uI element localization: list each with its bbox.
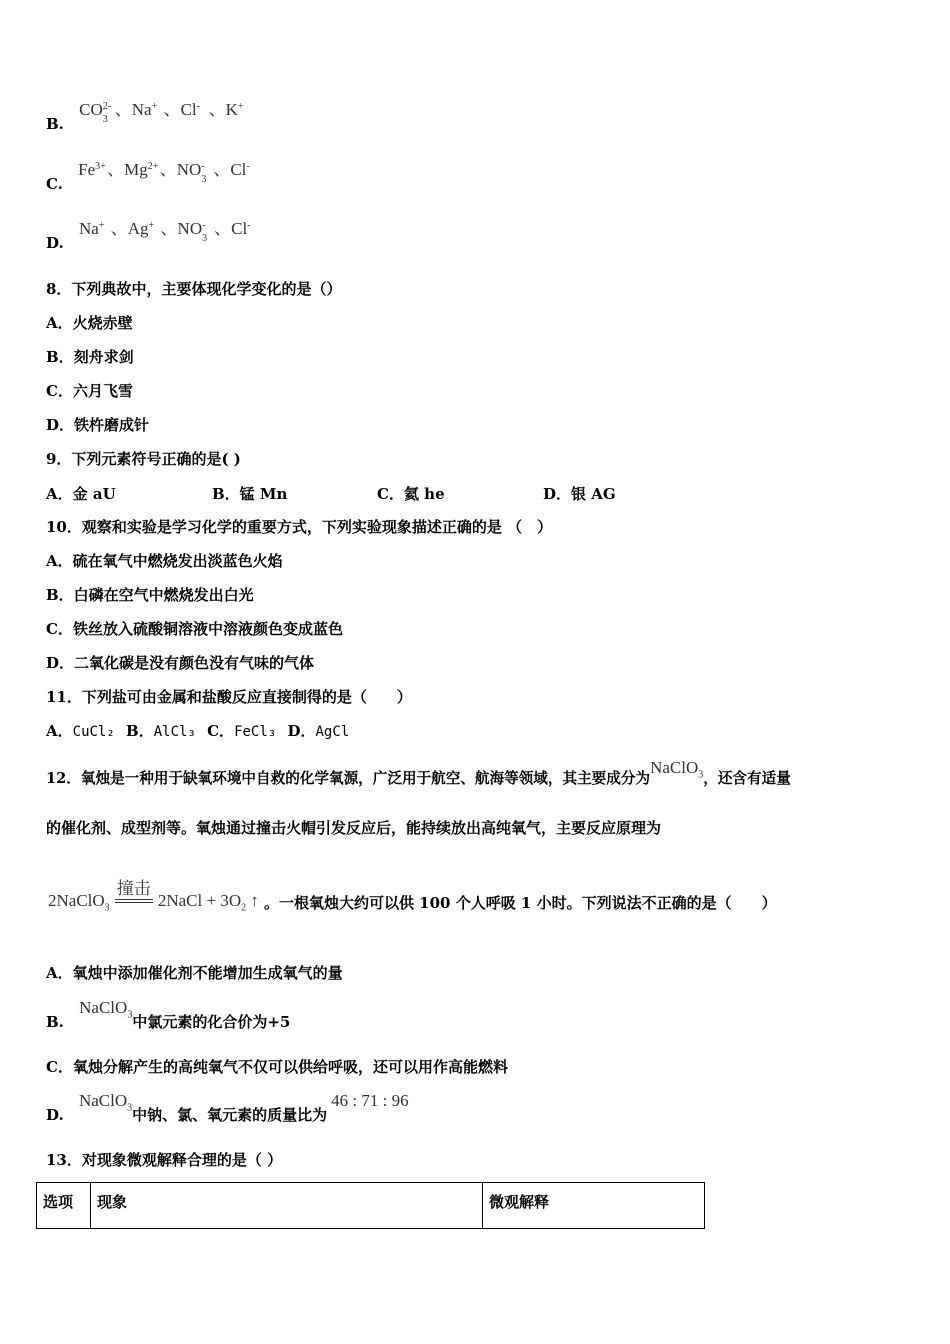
eq-condition-arrow	[115, 880, 153, 903]
option-label: D.	[46, 234, 64, 252]
eq-left-sub: 3	[104, 902, 110, 914]
eq-double-bar	[115, 899, 153, 903]
formula-text: NaClO	[79, 998, 128, 1017]
q7-option-d	[46, 219, 259, 252]
ion: NO - 3	[177, 219, 208, 244]
formula-subscript: 3	[698, 769, 704, 781]
separator: 、	[213, 160, 231, 179]
q8-option-c: C．六月飞雪	[46, 382, 133, 400]
q9-option-a: A．金 aU	[46, 485, 116, 503]
q8-stem: 8．下列典故中，主要体现化学变化的是（）	[46, 280, 342, 298]
ion: Na +	[131, 100, 158, 119]
separator: 、	[110, 219, 128, 238]
q11-option-b: AlCl₃	[153, 724, 196, 740]
q13-stem: 13．对现象微观解释合理的是（ ）	[46, 1151, 283, 1169]
q12-option-d	[46, 1091, 409, 1124]
separator: 、	[107, 160, 125, 179]
formula-text: NaClO	[650, 758, 699, 777]
table-header-phenomenon: 现象	[91, 1183, 483, 1229]
q10-option-b: B．白磷在空气中燃烧发出白光	[46, 586, 254, 604]
q9-option-c: C．氦 he	[377, 485, 445, 503]
separator: 、	[208, 100, 226, 119]
q12-equation	[48, 879, 777, 914]
eq-right	[157, 891, 259, 914]
q8-option-d: D．铁杵磨成针	[46, 416, 150, 434]
q12-stem-line1	[46, 758, 791, 795]
q8-option-a: A．火烧赤壁	[46, 314, 133, 332]
q12-stem-part2: ，还含有适量	[703, 770, 791, 787]
ion: Fe 3+	[78, 160, 106, 179]
q13-table	[36, 1182, 705, 1229]
q9-option-d: D．银 AG	[543, 485, 616, 503]
table-header-option: 选项	[37, 1183, 91, 1229]
q11-option-c: FeCl₃	[234, 724, 277, 740]
q12-stem-line3: 。一根氧烛大约可以供 100 个人呼吸 1 小时。下列说法不正确的是（ ）	[263, 894, 777, 912]
option-label: B.	[46, 1013, 64, 1031]
ion: Cl -	[180, 100, 200, 119]
q11-stem: 11．下列盐可由金属和盐酸反应直接制得的是（ ）	[46, 688, 412, 706]
table-header-explanation: 微观解释	[483, 1183, 705, 1229]
q11-option-a: CuCl₂	[72, 724, 115, 740]
ion: K +	[225, 100, 244, 119]
eq-right-sub: 2	[241, 902, 247, 914]
q12-formula	[650, 758, 704, 781]
ion: Mg 2+	[124, 160, 159, 179]
separator: 、	[163, 100, 181, 119]
q11-option-d-label: D．	[287, 722, 316, 740]
q12-d-ratio: 46 : 71 : 96	[331, 1091, 409, 1110]
q12-option-a: A．氧烛中添加催化剂不能增加生成氧气的量	[46, 964, 343, 982]
ion-list	[78, 160, 258, 185]
q11-options	[46, 721, 349, 742]
q12-option-c: C．氧烛分解产生的高纯氧气不仅可以供给呼吸，还可以用作高能燃料	[46, 1058, 508, 1076]
separator: 、	[159, 160, 177, 179]
separator: 、	[160, 219, 178, 238]
eq-right-text: 2NaCl + 3O	[157, 891, 242, 910]
eq-condition: 撞击	[116, 879, 151, 899]
q11-option-c-label: C．	[207, 722, 235, 740]
table-header-row	[37, 1183, 705, 1229]
q12-option-b	[46, 998, 291, 1031]
option-label: B.	[46, 115, 64, 133]
option-label: D.	[46, 1106, 64, 1124]
q10-option-d: D．二氧化碳是没有颜色没有气味的气体	[46, 654, 315, 672]
ion: Na +	[78, 219, 105, 238]
formula-text: NaClO	[78, 1091, 128, 1110]
q11-option-a-label: A．	[46, 722, 73, 740]
q7-option-b	[46, 100, 250, 133]
ion-list	[79, 100, 250, 125]
formula-subscript: 3	[127, 1102, 133, 1114]
q12-b-text: 中氯元素的化合价为+5	[132, 1013, 291, 1031]
q10-stem: 10．观察和实验是学习化学的重要方式，下列实验现象描述正确的是 （ ）	[46, 518, 553, 536]
ion-list	[78, 219, 259, 244]
q9-stem: 9．下列元素符号正确的是( )	[46, 450, 241, 468]
ion: Cl -	[231, 219, 251, 238]
q10-option-c: C．铁丝放入硫酸铜溶液中溶液颜色变成蓝色	[46, 620, 343, 638]
q9-option-b: B．锰 Mn	[212, 485, 288, 503]
q12-b-formula	[79, 998, 133, 1021]
q11-option-b-label: B．	[126, 722, 154, 740]
separator: 、	[114, 100, 132, 119]
q11-option-d: AgCl	[315, 724, 350, 740]
q12-d-formula	[78, 1091, 133, 1114]
q12-stem-line2: 的催化剂、成型剂等。氧烛通过撞击火帽引发反应后，能持续放出高纯氧气，主要反应原理为	[46, 819, 662, 837]
ion: CO 2- 3	[79, 100, 112, 125]
ion: Cl -	[230, 160, 250, 179]
formula-subscript: 3	[127, 1009, 133, 1021]
ion: Ag +	[127, 219, 155, 238]
q10-option-a: A．硫在氧气中燃烧发出淡蓝色火焰	[46, 552, 283, 570]
gas-arrow-icon: ↑	[250, 891, 259, 910]
separator: 、	[214, 219, 232, 238]
eq-left-text: 2NaClO	[48, 891, 105, 910]
q12-stem-part1: 12．氧烛是一种用于缺氧环境中自救的化学氧源，广泛用于航空、航海等领域，其主要成分为	[46, 770, 651, 787]
q8-option-b: B．刻舟求剑	[46, 348, 134, 366]
option-label: C.	[46, 175, 63, 193]
eq-left	[48, 891, 110, 914]
ion: NO - 3	[176, 160, 207, 185]
q7-option-c	[46, 160, 258, 193]
q12-d-text: 中钠、氯、氧元素的质量比为	[132, 1106, 328, 1124]
